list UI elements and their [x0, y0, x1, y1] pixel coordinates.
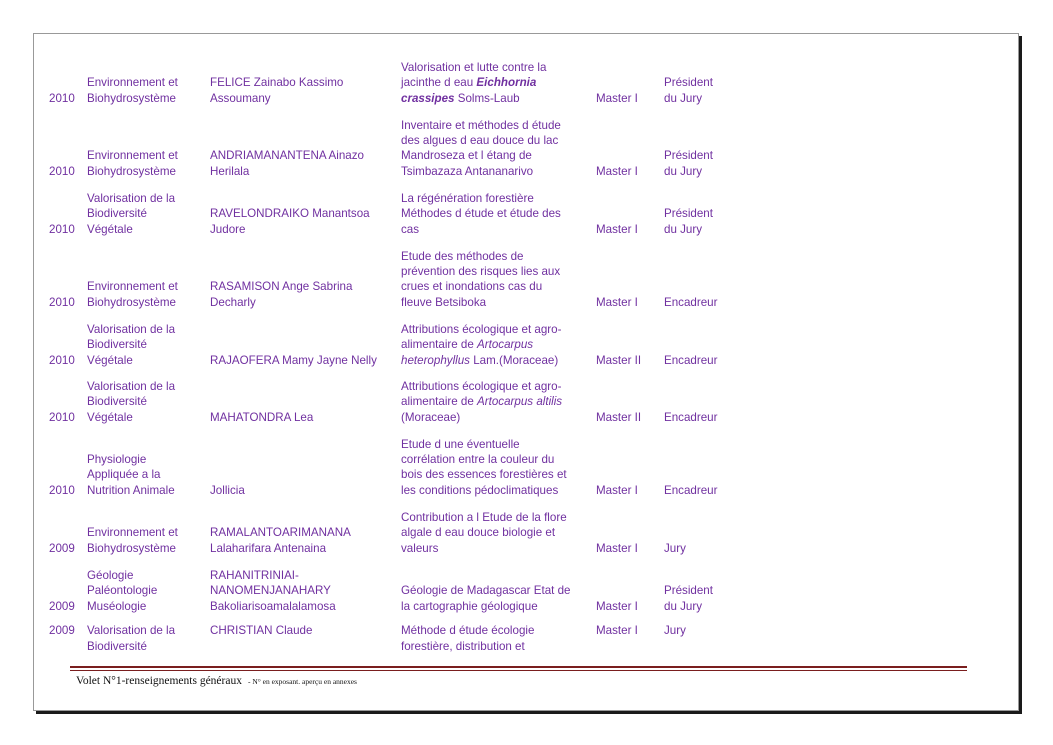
student-name-line: ANDRIAMANANTENA Ainazo: [210, 149, 364, 163]
thesis-title-cell: [401, 623, 591, 654]
student-name-line: Decharly: [210, 295, 256, 309]
role-line: du Jury: [664, 599, 703, 613]
role-line: du Jury: [664, 222, 703, 236]
student-name-line: Judore: [210, 222, 246, 236]
species-name: crassipes: [401, 91, 455, 105]
title-text: Contribution a l Etude de la flore: [401, 511, 567, 525]
title-text: Etude d une éventuelle: [401, 437, 520, 451]
domain-line: Végétale: [87, 353, 133, 367]
domain-line: Végétale: [87, 222, 133, 236]
level-cell: Master II: [596, 410, 642, 424]
title-text: La régénération forestière: [401, 192, 534, 206]
role-line: Président: [664, 149, 713, 163]
title-text: jacinthe d eau: [401, 76, 477, 90]
domain-line: Géologie: [87, 569, 134, 583]
title-text: la cartographie géologique: [401, 599, 538, 613]
year-cell: 2010: [49, 164, 75, 178]
domain-line: Appliquée a la: [87, 468, 161, 482]
document-page: [33, 33, 1019, 711]
year-cell: 2010: [49, 91, 75, 105]
footer-note-text: - N° en exposant. aperçu en annexes: [247, 677, 357, 686]
domain-line: Paléontologie: [87, 584, 158, 598]
student-name-line: Assoumany: [210, 91, 271, 105]
level-cell: Master I: [596, 164, 638, 178]
domain-line: Biodiversité: [87, 395, 147, 409]
title-text: prévention des risques lies aux: [401, 265, 561, 279]
title-text: bois des essences forestières et: [401, 468, 567, 482]
domain-line: Environnement et: [87, 526, 178, 540]
title-text: Mandroseza et l étang de: [401, 149, 532, 163]
title-text: cas: [401, 222, 420, 236]
student-name-line: FELICE Zainabo Kassimo: [210, 76, 344, 90]
student-name-line: RAJAOFERA Mamy Jayne Nelly: [210, 353, 377, 367]
year-cell: 2010: [49, 483, 75, 497]
student-name-line: Herilala: [210, 164, 250, 178]
domain-cell: [87, 623, 205, 654]
title-text: alimentaire de: [401, 395, 478, 409]
species-name: heterophyllus: [401, 353, 470, 367]
domain-line: Biohydrosystème: [87, 295, 176, 309]
title-text: corrélation entre la couleur du: [401, 453, 555, 467]
level-cell: Master II: [596, 353, 642, 367]
domain-line: Biohydrosystème: [87, 164, 176, 178]
domain-line: Environnement et: [87, 149, 178, 163]
role-line: Encadreur: [664, 483, 718, 497]
year-cell: 2010: [49, 353, 75, 367]
domain-line: Muséologie: [87, 599, 147, 613]
role-line: Président: [664, 207, 713, 221]
level-cell: Master I: [596, 541, 638, 555]
title-text: Tsimbazaza Antananarivo: [401, 164, 534, 178]
domain-line: Valorisation de la: [87, 323, 176, 337]
title-text: Méthodes d étude et étude des: [401, 207, 561, 221]
level-cell: Master I: [596, 295, 638, 309]
domain-line: Biohydrosystème: [87, 541, 176, 555]
student-name-line: MAHATONDRA Lea: [210, 410, 314, 424]
title-text: valeurs: [401, 541, 439, 555]
thesis-title-line: [401, 639, 591, 654]
title-text: (Moraceae): [401, 410, 461, 424]
title-text: Lam.(Moraceae): [469, 353, 559, 367]
title-text: Attributions écologique et agro-: [401, 323, 562, 337]
domain-line: Valorisation de la: [87, 624, 176, 638]
domain-line: Végétale: [87, 410, 133, 424]
title-text: algale d eau douce biologie et: [401, 526, 556, 540]
student-name-line: Jollicia: [210, 483, 245, 497]
year-cell: 2009: [49, 599, 75, 613]
domain-line: Biodiversité: [87, 338, 147, 352]
student-name-line: CHRISTIAN Claude: [210, 624, 313, 638]
domain-line: Valorisation de la: [87, 192, 176, 206]
student-name-line: Lalaharifara Antenaina: [210, 541, 327, 555]
domain-line: Valorisation de la: [87, 380, 176, 394]
student-name-line: Bakoliarisoamalalamosa: [210, 599, 336, 613]
year-cell: 2010: [49, 295, 75, 309]
title-text: crues et inondations cas du: [401, 280, 543, 294]
species-name: Eichhornia: [476, 76, 537, 90]
year-cell: 2010: [49, 222, 75, 236]
footer-rule-thin: [70, 670, 967, 671]
student-name-line: RAHANITRINIAI-: [210, 569, 299, 583]
species-name: Artocarpus: [477, 338, 534, 352]
domain-line: Biohydrosystème: [87, 91, 176, 105]
footer-main-text: Volet N°1-renseignements généraux: [76, 675, 242, 687]
student-name-line: RAMALANTOARIMANANA: [210, 526, 351, 540]
title-text: Etude des méthodes de: [401, 249, 524, 263]
table-row: [34, 34, 1018, 654]
level-cell: Master I: [596, 599, 638, 613]
role-line: Encadreur: [664, 295, 718, 309]
role-line: Jury: [664, 624, 686, 638]
role-line: Président: [664, 584, 713, 598]
domain-line: Environnement et: [87, 76, 178, 90]
role-line: Encadreur: [664, 353, 718, 367]
year-cell: 2009: [49, 541, 75, 555]
level-cell: Master I: [596, 483, 638, 497]
role-cell: [664, 623, 744, 638]
title-text: les conditions pédoclimatiques: [401, 483, 559, 497]
species-name: Artocarpus altilis: [477, 395, 563, 409]
domain-line: Biodiversité: [87, 639, 147, 653]
student-name-cell: [210, 623, 396, 638]
title-text: forestière, distribution et: [401, 639, 525, 653]
title-text: des algues d eau douce du lac: [401, 134, 559, 148]
role-line: Jury: [664, 541, 686, 555]
role-line: Encadreur: [664, 410, 718, 424]
title-text: fleuve Betsiboka: [401, 295, 487, 309]
title-text: Géologie de Madagascar Etat de: [401, 584, 571, 598]
title-text: Valorisation et lutte contre la: [401, 61, 547, 75]
title-text: Méthode d étude écologie: [401, 624, 535, 638]
page-footer: [76, 675, 357, 687]
domain-line: Nutrition Animale: [87, 483, 175, 497]
title-text: Solms-Laub: [454, 91, 520, 105]
student-name-line: NANOMENJANAHARY: [210, 584, 331, 598]
domain-line: Biodiversité: [87, 207, 147, 221]
level-cell: Master I: [596, 222, 638, 236]
role-line: du Jury: [664, 91, 703, 105]
domain-line: Environnement et: [87, 280, 178, 294]
role-line: du Jury: [664, 164, 703, 178]
domain-line: Physiologie: [87, 453, 147, 467]
student-name-line: RASAMISON Ange Sabrina: [210, 280, 353, 294]
role-line: Président: [664, 76, 713, 90]
title-text: Attributions écologique et agro-: [401, 380, 562, 394]
footer-rule-thick: [70, 666, 967, 668]
year-cell: 2010: [49, 410, 75, 424]
student-name-line: RAVELONDRAIKO Manantsoa: [210, 207, 370, 221]
level-cell: Master I: [596, 624, 638, 638]
title-text: Inventaire et méthodes d étude: [401, 118, 561, 132]
thesis-title-line: [401, 623, 591, 638]
title-text: alimentaire de: [401, 338, 478, 352]
level-cell: Master I: [596, 91, 638, 105]
year-cell: 2009: [49, 624, 75, 638]
